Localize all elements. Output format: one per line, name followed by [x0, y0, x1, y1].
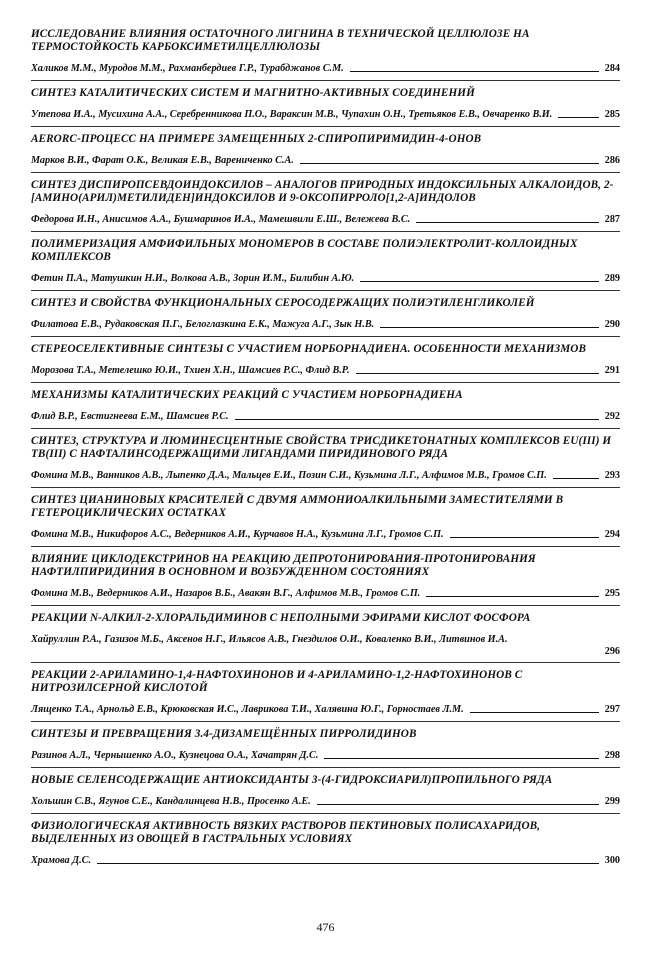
entry-page: 299	[604, 796, 620, 807]
toc-entry[interactable]	[31, 551, 620, 606]
entry-authors: Морозова Т.А., Метелешко Ю.И., Тхиен Х.Н., Шамсиев Р.С., Флид В.Р.	[31, 365, 350, 376]
entry-authors: Флид В.Р., Евстигнеева Е.М., Шамсиев Р.С.	[31, 411, 229, 422]
toc-entry[interactable]	[31, 818, 620, 872]
entry-authors-line	[31, 528, 620, 541]
table-of-contents	[31, 26, 620, 876]
entry-authors: Фомина М.В., Никифоров А.С., Ведерников А.И., Курчавов Н.А., Кузьмина Л.Г., Громов С.П.	[31, 529, 444, 540]
entry-page: 300	[604, 855, 620, 866]
entry-page: 297	[604, 704, 620, 715]
entry-authors-line	[31, 213, 620, 226]
toc-entry[interactable]	[31, 433, 620, 488]
entry-authors: Храмова Д.С.	[31, 855, 92, 866]
leader-line	[350, 71, 599, 72]
entry-authors-line	[31, 410, 620, 423]
entry-title: СИНТЕЗ ЦИАНИНОВЫХ КРАСИТЕЛЕЙ С ДВУМЯ АММОНИОАЛКИЛЬНЫМИ ЗАМЕСТИТЕЛЯМИ В ГЕТЕРОЦИКЛИЧЕСКИХ ОСТАТКАХ	[31, 494, 564, 519]
entry-page: 296	[604, 646, 620, 657]
leader-line	[317, 804, 599, 805]
entry-authors-line	[31, 108, 620, 121]
toc-entry[interactable]	[31, 131, 620, 173]
toc-entry[interactable]	[31, 236, 620, 291]
entry-authors: Фомина М.В., Ванников А.В., Лыпенко Д.А., Мальцев Е.И., Позин С.И., Кузьмина Л.Г., Алфимов М.В., Громов С.П.	[31, 470, 547, 481]
leader-line	[426, 596, 598, 597]
entry-authors: Хайруллин Р.А., Газизов М.Б., Аксенов Н.Г., Ильясов А.В., Гнездилов О.И., Коваленко В.И., Литвинов И.А.	[31, 634, 508, 645]
toc-entry[interactable]	[31, 26, 620, 81]
toc-entry[interactable]	[31, 610, 620, 663]
entry-authors: Хольшин С.В., Ягунов С.Е., Кандалинцева Н.В., Просенко А.Е.	[31, 796, 311, 807]
entry-authors-line	[31, 62, 620, 75]
entry-page: 290	[604, 319, 620, 330]
entry-page: 286	[604, 155, 620, 166]
entry-authors: Халиков М.М., Муродов М.М., Рахманбердиев Г.Р., Турабджанов С.М.	[31, 63, 344, 74]
toc-entry[interactable]	[31, 341, 620, 383]
leader-line	[380, 327, 599, 328]
leader-line	[416, 222, 599, 223]
entry-page: 289	[604, 273, 620, 284]
entry-authors: Разинов А.Л., Чернышенко А.О., Кузнецова О.А., Хачатрян Д.С.	[31, 750, 319, 761]
leader-line	[553, 478, 599, 479]
toc-entry[interactable]	[31, 726, 620, 768]
entry-title: СИНТЕЗ И СВОЙСТВА ФУНКЦИОНАЛЬНЫХ СЕРОСОДЕРЖАЩИХ ПОЛИЭТИЛЕНГЛИКОЛЕЙ	[31, 297, 535, 309]
leader-line	[300, 163, 599, 164]
entry-page: 287	[604, 214, 620, 225]
entry-page: 294	[604, 529, 620, 540]
entry-page: 293	[604, 470, 620, 481]
toc-entry[interactable]	[31, 387, 620, 429]
entry-authors-line	[31, 364, 620, 377]
entry-authors: Федорова И.Н., Анисимов А.А., Бушмаринов И.А., Мамешвили Е.Ш., Вележева В.С.	[31, 214, 411, 225]
entry-authors: Фомина М.В., Ведерников А.И., Назаров В.Б., Авакян В.Г., Алфимов М.В., Громов С.П.	[31, 588, 421, 599]
entry-authors-line	[31, 272, 620, 285]
entry-page: 285	[604, 109, 620, 120]
entry-title: СИНТЕЗЫ И ПРЕВРАЩЕНИЯ 3.4-ДИЗАМЕЩЁННЫХ ПИРРОЛИДИНОВ	[31, 728, 417, 740]
leader-line	[360, 281, 599, 282]
entry-authors-line	[31, 795, 620, 808]
leader-line	[470, 712, 599, 713]
toc-entry[interactable]	[31, 177, 620, 232]
entry-authors-line	[31, 749, 620, 762]
entry-title: СИНТЕЗ, СТРУКТУРА И ЛЮМИНЕСЦЕНТНЫЕ СВОЙСТВА ТРИСДИКЕТОНАТНЫХ КОМПЛЕКСОВ EU(III) И TB(III) С НАФТАЛИНСОДЕРЖАЩИМИ ЛИГАНДАМИ ПИРИДИНОВОГО РЯДА	[31, 435, 612, 460]
entry-authors-line	[31, 587, 620, 600]
entry-title: СИНТЕЗ ДИСПИРОПСЕВДОИНДОКСИЛОВ – АНАЛОГОВ ПРИРОДНЫХ ИНДОКСИЛЬНЫХ АЛКАЛОИДОВ, 2-[АМИНО(АРИЛ)МЕТИЛИДЕН]ИНДОКСИЛОВ И 9-ОКСОПИРРОЛО[1,2-A]ИНДОЛОВ	[31, 179, 614, 204]
entry-authors: Лященко Т.А., Арнольд Е.В., Крюковская И.С., Лаврикова Т.И., Халявина Ю.Г., Горностаев Л.М.	[31, 704, 464, 715]
entry-title: ВЛИЯНИЕ ЦИКЛОДЕКСТРИНОВ НА РЕАКЦИЮ ДЕПРОТОНИРОВАНИЯ-ПРОТОНИРОВАНИЯ НАФТИЛПИРИДИНИЯ В ОСНОВНОМ И ВОЗБУЖДЕННОМ СОСТОЯНИЯХ	[31, 553, 536, 578]
entry-authors-line	[31, 469, 620, 482]
entry-title: РЕАКЦИИ N-АЛКИЛ-2-ХЛОРАЛЬДИМИНОВ С НЕПОЛНЫМИ ЭФИРАМИ КИСЛОТ ФОСФОРА	[31, 612, 531, 624]
entry-page: 284	[604, 63, 620, 74]
entry-authors: Марков В.И., Фарат О.К., Великая Е.В., Варениченко С.А.	[31, 155, 294, 166]
entry-title: МЕХАНИЗМЫ КАТАЛИТИЧЕСКИХ РЕАКЦИЙ С УЧАСТИЕМ НОРБОРНАДИЕНА	[31, 389, 463, 401]
entry-authors-line	[31, 318, 620, 331]
entry-page: 298	[604, 750, 620, 761]
leader-line	[356, 373, 599, 374]
entry-page: 292	[604, 411, 620, 422]
entry-title: ИССЛЕДОВАНИЕ ВЛИЯНИЯ ОСТАТОЧНОГО ЛИГНИНА В ТЕХНИЧЕСКОЙ ЦЕЛЛЮЛОЗЕ НА ТЕРМОСТОЙКОСТЬ КАРБОКСИМЕТИЛЦЕЛЛЮЛОЗЫ	[31, 28, 530, 53]
entry-authors: Филатова Е.В., Рудаковская П.Г., Белоглазкина Е.К., Мажуга А.Г., Зык Н.В.	[31, 319, 375, 330]
entry-page: 291	[604, 365, 620, 376]
leader-line	[235, 419, 599, 420]
entry-page: 295	[604, 588, 620, 599]
entry-authors-line	[31, 154, 620, 167]
entry-authors: Утепова И.А., Мусихина А.А., Серебренникова П.О., Вараксин М.В., Чупахин О.Н., Третьяков Е.В., Овчаренко В.И.	[31, 109, 553, 120]
leader-line	[558, 117, 598, 118]
entry-authors: Фетин П.А., Матушкин Н.И., Волкова А.В., Зорин И.М., Билибин А.Ю.	[31, 273, 355, 284]
toc-entry[interactable]	[31, 667, 620, 722]
toc-entry[interactable]	[31, 492, 620, 547]
entry-title: НОВЫЕ СЕЛЕНСОДЕРЖАЩИЕ АНТИОКСИДАНТЫ 3-(4-ГИДРОКСИАРИЛ)ПРОПИЛЬНОГО РЯДА	[31, 774, 553, 786]
entry-title: AERORC-ПРОЦЕСС НА ПРИМЕРЕ ЗАМЕЩЕННЫХ 2-СПИРОПИРИМИДИН-4-ОНОВ	[31, 133, 482, 145]
footer-page-number: 476	[316, 920, 335, 934]
leader-line	[97, 863, 599, 864]
toc-entry[interactable]	[31, 772, 620, 814]
entry-authors-line	[31, 703, 620, 716]
toc-entry[interactable]	[31, 295, 620, 337]
leader-line	[450, 537, 599, 538]
entry-title: СТЕРЕОСЕЛЕКТИВНЫЕ СИНТЕЗЫ С УЧАСТИЕМ НОРБОРНАДИЕНА. ОСОБЕННОСТИ МЕХАНИЗМОВ	[31, 343, 587, 355]
leader-line	[324, 758, 598, 759]
entry-authors-line	[31, 854, 620, 867]
entry-title: ПОЛИМЕРИЗАЦИЯ АМФИФИЛЬНЫХ МОНОМЕРОВ В СОСТАВЕ ПОЛИЭЛЕКТРОЛИТ-КОЛЛОИДНЫХ КОМПЛЕКСОВ	[31, 238, 578, 263]
entry-title: СИНТЕЗ КАТАЛИТИЧЕСКИХ СИСТЕМ И МАГНИТНО-АКТИВНЫХ СОЕДИНЕНИЙ	[31, 87, 475, 99]
entry-title: РЕАКЦИИ 2-АРИЛАМИНО-1,4-НАФТОХИНОНОВ И 4-АРИЛАМИНО-1,2-НАФТОХИНОНОВ С НИТРОЗИЛСЕРНОЙ КИСЛОТОЙ	[31, 669, 523, 694]
toc-entry[interactable]	[31, 85, 620, 127]
entry-title: ФИЗИОЛОГИЧЕСКАЯ АКТИВНОСТЬ ВЯЗКИХ РАСТВОРОВ ПЕКТИНОВЫХ ПОЛИСАХАРИДОВ, ВЫДЕЛЕННЫХ ИЗ ОВОЩЕЙ В ГАСТРАЛЬНЫХ УСЛОВИЯХ	[31, 820, 541, 845]
